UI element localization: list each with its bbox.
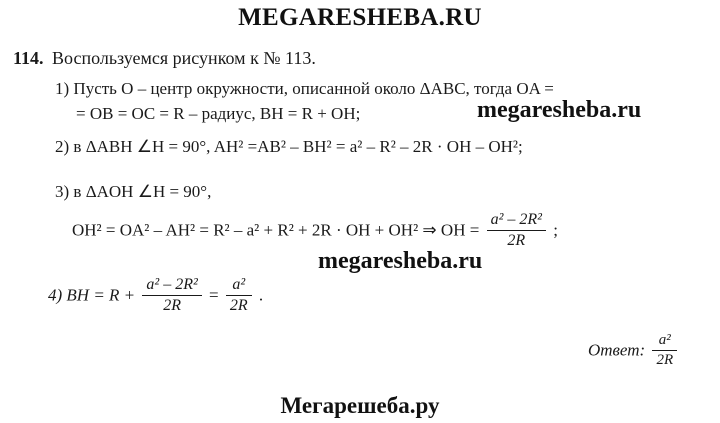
step-3-equation-tail: ; [553, 220, 558, 240]
step-4-equals-sign: = [209, 285, 219, 305]
solution-step-1-line-2: = OB = OC = R – радиус, BH = R + OH; [76, 104, 361, 123]
task-number: 114. [13, 48, 44, 68]
watermark-middle-1: megaresheba.ru [477, 97, 642, 123]
solution-step-4 [48, 277, 263, 316]
step-4-tail: . [258, 285, 264, 305]
step-4-fraction-2-numerator: a² [232, 276, 246, 293]
step-3-fraction-numerator: a² – 2R² [490, 211, 542, 228]
step-3-fraction-denominator: 2R [487, 230, 546, 250]
step-3-fraction [487, 211, 546, 250]
watermark-middle-2: megaresheba.ru [318, 248, 483, 274]
solution-step-1-line-1: 1) Пусть O – центр окружности, описанной около ΔABC, тогда OA = [55, 79, 554, 98]
solution-step-3-equation [72, 212, 558, 251]
step-4-fraction-1-denominator: 2R [142, 295, 201, 315]
answer-fraction-denominator: 2R [652, 350, 677, 369]
solution-step-2: 2) в ΔABH ∠H = 90°, AH² =AB² – BH² = a² – R² – 2R · OH – OH²; [55, 137, 523, 156]
solution-step-3-header: 3) в ΔAOH ∠H = 90°, [55, 182, 212, 201]
task-title: Воспользуемся рисунком к № 113. [52, 48, 316, 68]
step-4-fraction-2-denominator: 2R [226, 295, 252, 315]
step-4-fraction-2 [226, 276, 252, 315]
step-4-fraction-1-numerator: a² – 2R² [146, 276, 198, 293]
answer-fraction [652, 332, 677, 369]
step-4-prefix: 4) BH = R + [48, 285, 136, 305]
answer-label: Ответ: [588, 340, 646, 360]
step-3-equation-text: OH² = OA² – AH² = R² – a² + R² + 2R · OH + OH² ⇒ OH = [72, 220, 480, 240]
answer-fraction-numerator: a² [658, 332, 671, 348]
answer-block [588, 333, 680, 370]
step-4-fraction-1 [142, 276, 201, 315]
watermark-top: MEGARESHEBA.RU [238, 4, 482, 31]
watermark-bottom: Мегарешеба.ру [280, 393, 440, 418]
